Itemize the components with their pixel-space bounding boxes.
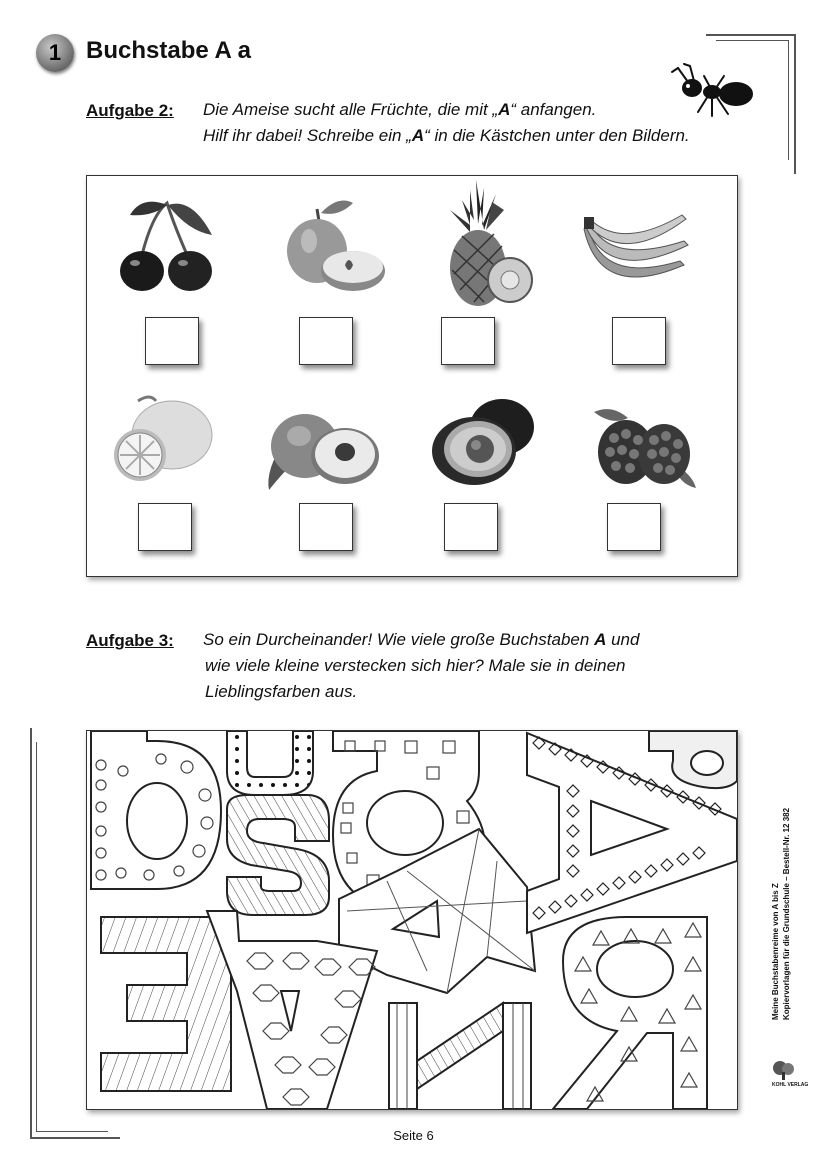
task3-label: Aufgabe 3:	[86, 631, 174, 650]
answer-box-lemon[interactable]	[138, 503, 192, 551]
avocado-icon	[428, 393, 538, 493]
sidebar-text-group	[770, 760, 792, 1020]
page-title: Buchstabe A a	[86, 37, 251, 64]
lemon-icon	[110, 393, 220, 488]
task2-line1: Die Ameise sucht alle Früchte, die mit „A“ anfangen.	[203, 100, 597, 119]
chapter-number: 1	[48, 40, 62, 65]
pineapple-icon	[440, 180, 540, 310]
sidebar-line1: Meine Buchstabenreime von A bis Z	[771, 883, 780, 1020]
answer-box-raspberry[interactable]	[607, 503, 661, 551]
tree-icon	[772, 1060, 796, 1080]
frame-line-top-right-h2	[716, 40, 788, 41]
apple-icon	[283, 195, 393, 295]
task3-line3: Lieblingsfarben aus.	[205, 682, 358, 701]
chapter-number-badge	[36, 34, 74, 72]
publisher-logo	[772, 1060, 809, 1094]
sidebar-info	[770, 760, 800, 1020]
letters-puzzle-box	[86, 730, 738, 1110]
answer-box-apple[interactable]	[299, 317, 353, 365]
publisher-name: KOHL VERLAG	[772, 1082, 809, 1088]
answer-box-banana[interactable]	[612, 317, 666, 365]
frame-line-bottom-left-v2	[36, 742, 37, 1132]
answer-box-avocado[interactable]	[444, 503, 498, 551]
task2-label: Aufgabe 2:	[86, 101, 174, 120]
raspberry-icon	[592, 404, 698, 492]
ant-icon	[668, 62, 760, 120]
frame-line-top-right-h	[706, 34, 796, 36]
frame-line-top-right-v2	[788, 40, 789, 160]
page-number: Seite 6	[393, 1128, 434, 1143]
frame-line-top-right-v	[794, 34, 796, 174]
answer-box-pineapple[interactable]	[441, 317, 495, 365]
task2-line2: Hilf ihr dabei! Schreibe ein „A“ in die Kästchen unter den Bildern.	[203, 126, 690, 145]
peach-icon	[265, 400, 385, 492]
sidebar-line2: Kopiervorlagen für die Grundschule – Bestell-Nr. 12 382	[782, 807, 791, 1020]
task3-line2: wie viele kleine verstecken sich hier? Male sie in deinen	[205, 656, 626, 675]
answer-box-cherry[interactable]	[145, 317, 199, 365]
answer-box-peach[interactable]	[299, 503, 353, 551]
task3-line1: So ein Durcheinander! Wie viele große Buchstaben A und	[203, 630, 640, 649]
banana-icon	[580, 205, 695, 295]
letters-puzzle-drawing[interactable]	[87, 731, 737, 1109]
cherry-icon	[112, 195, 222, 295]
frame-line-bottom-left-v	[30, 728, 32, 1138]
